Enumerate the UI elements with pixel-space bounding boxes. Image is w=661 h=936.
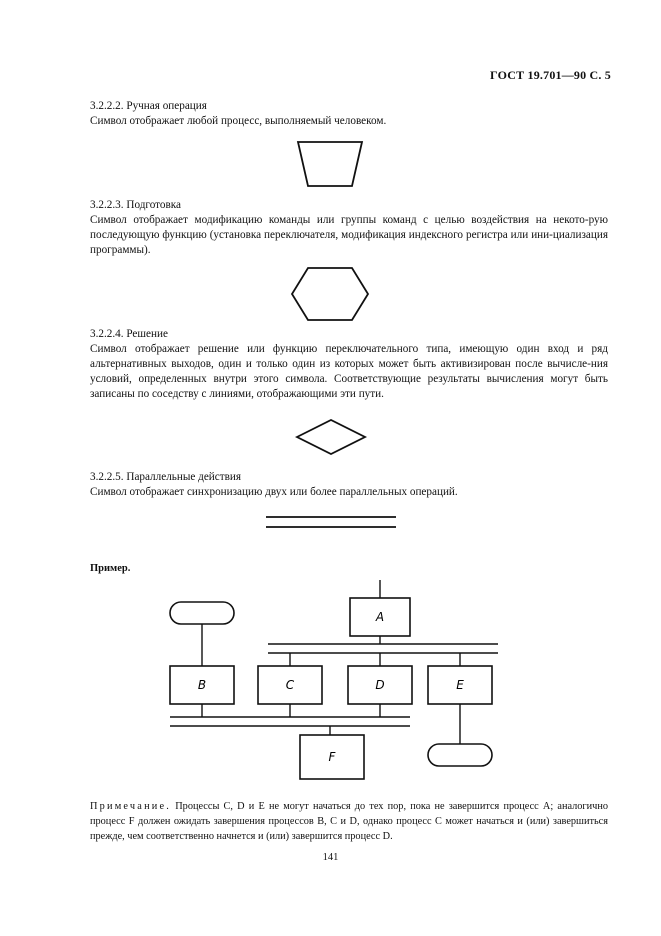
process-c-label: C bbox=[285, 678, 295, 692]
process-b-label: B bbox=[197, 678, 207, 692]
process-d-label: D bbox=[375, 678, 385, 692]
decision-symbol bbox=[293, 418, 369, 458]
terminator-start bbox=[170, 602, 234, 624]
note-label: Примечание. bbox=[90, 801, 172, 812]
process-a-label: A bbox=[375, 610, 385, 624]
note-text: Процессы C, D и E не могут начаться до тех пор, пока не завершится процесс A; аналогично процесс F должен ожидать завершения процессов B, C и D, однако процесс C может начаться и (или) завершиться прежде, чем соответственно начнется и (или) завершится процесс D. bbox=[90, 801, 608, 842]
example-diagram bbox=[160, 580, 510, 790]
terminator-end bbox=[428, 744, 492, 766]
example-label: Пример. bbox=[90, 563, 131, 574]
preparation-symbol bbox=[288, 264, 374, 324]
section-title-parallel: 3.2.2.5. Параллельные действия bbox=[90, 471, 242, 483]
section-title-decision: 3.2.2.4. Решение bbox=[90, 328, 168, 340]
note-paragraph bbox=[90, 799, 608, 844]
section-text-manual-operation: Символ отображает любой процесс, выполняемый человеком. bbox=[90, 115, 387, 127]
parallel-mode-symbol bbox=[264, 512, 398, 532]
page-header: ГОСТ 19.701—90 С. 5 bbox=[490, 68, 611, 82]
process-f-label: F bbox=[328, 750, 336, 764]
section-title-manual-operation: 3.2.2.2. Ручная операция bbox=[90, 100, 207, 112]
section-title-preparation: 3.2.2.3. Подготовка bbox=[90, 199, 182, 211]
process-e-label: E bbox=[456, 678, 464, 692]
section-text-preparation: Символ отображает модификацию команды или группы команд с целью воздействия на некото-рую последующую функцию (установка переключателя, модификация индексного регистра или ини-циализация программы). bbox=[90, 214, 608, 256]
manual-operation-symbol bbox=[290, 138, 370, 192]
section-text-decision: Символ отображает решение или функцию переключательного типа, имеющую один вход и ряд альтернативных выходов, один и только один из которых может быть активизирован после вычисле-ния условий, определенных внутри этого символа. Соответствующие результаты вычисления могут быть записаны по соседству с линиями, отображающими эти пути. bbox=[90, 343, 608, 400]
section-text-parallel: Символ отображает синхронизацию двух или более параллельных операций. bbox=[90, 486, 458, 498]
page-number: 141 bbox=[322, 852, 339, 863]
